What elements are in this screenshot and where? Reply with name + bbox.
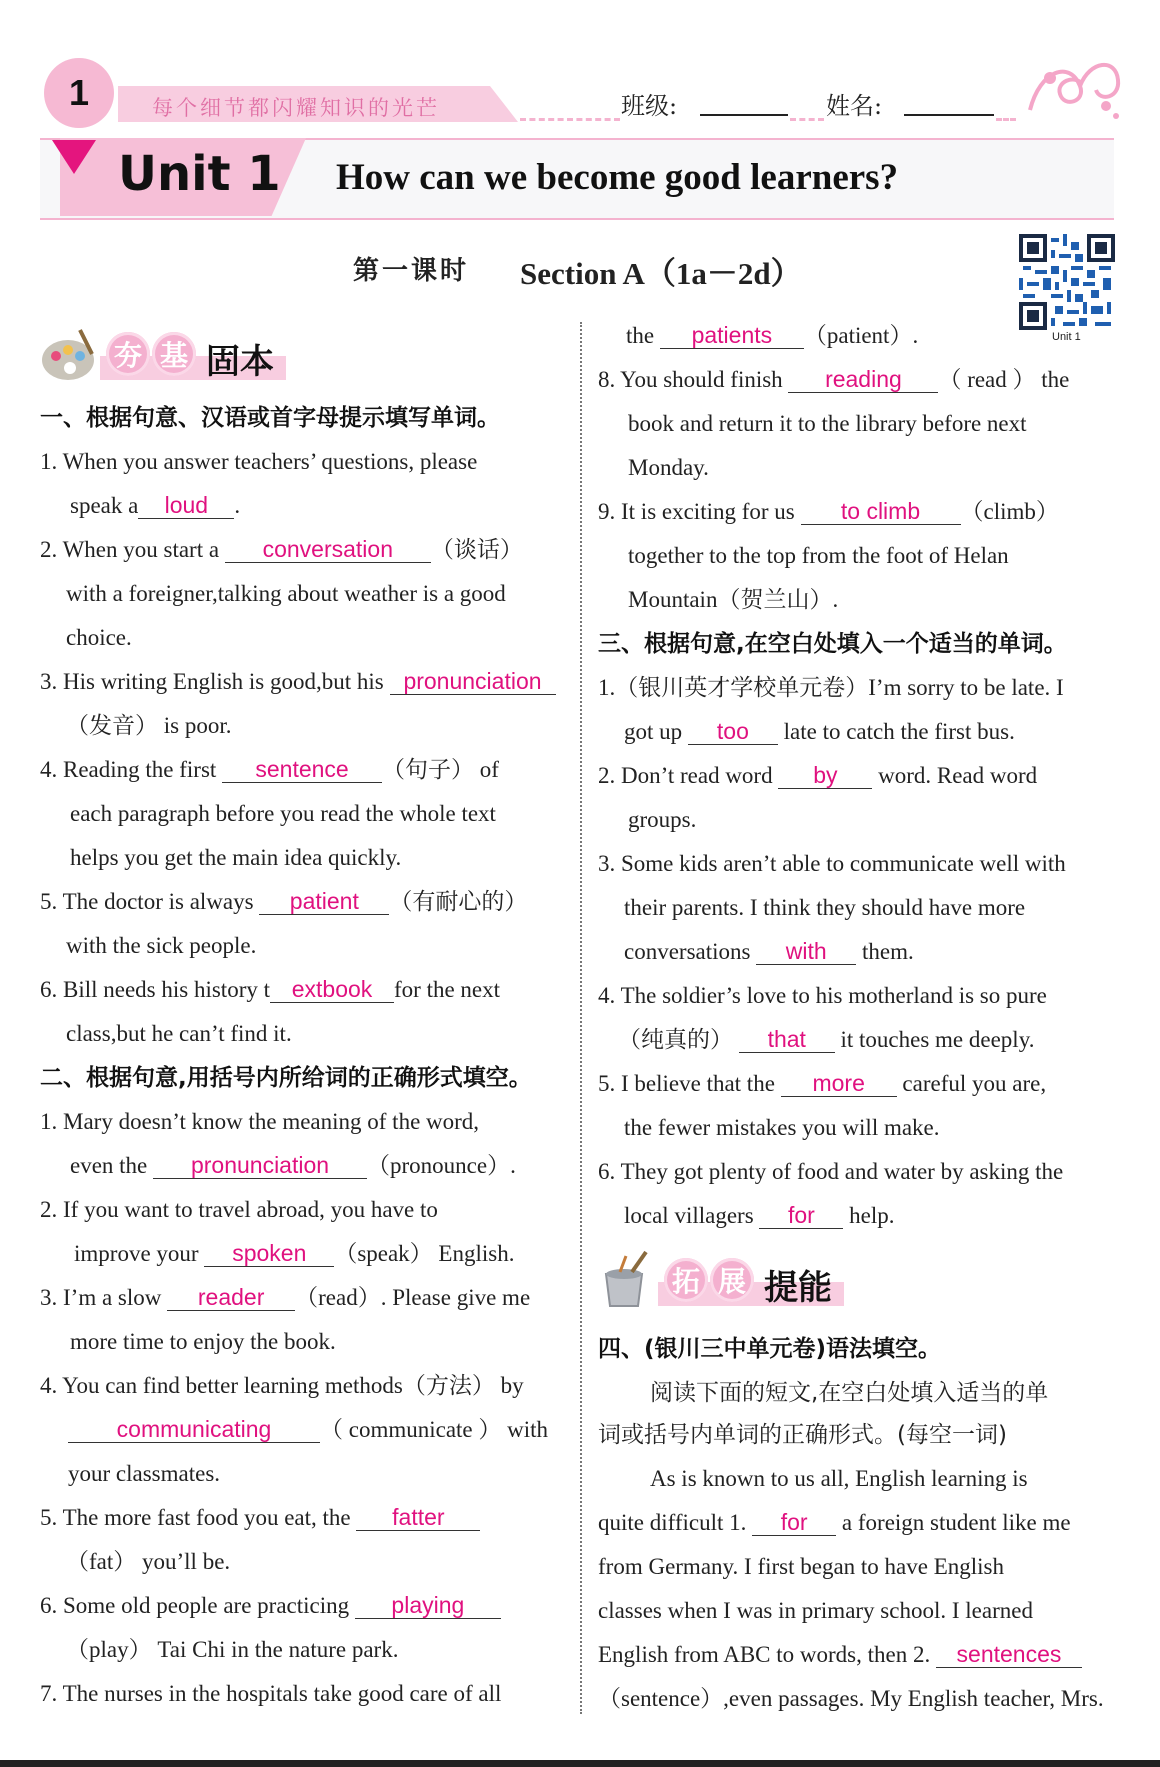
section-header-extend: [598, 1248, 858, 1314]
r2-answer: spoken: [232, 1240, 307, 1266]
s2-post: word. Read word: [878, 763, 1038, 788]
r8-blank[interactable]: [788, 367, 938, 393]
r1-post: （pronounce）.: [367, 1153, 516, 1178]
r7-pre: the: [626, 323, 655, 348]
r1-pre: even the: [70, 1153, 148, 1178]
r9-answer: to climb: [840, 498, 921, 524]
s3-line3: [624, 937, 914, 967]
r7-answer: patients: [691, 322, 773, 348]
s6-answer: for: [787, 1202, 815, 1228]
r6-line2: （play） Tai Chi in the nature park.: [66, 1637, 399, 1662]
floral-ornament-icon: [1020, 50, 1124, 140]
s4-blank[interactable]: [739, 1027, 835, 1053]
r6-answer: playing: [391, 1592, 465, 1618]
r1-answer: pronunciation: [190, 1152, 330, 1178]
q2-answer: conversation: [262, 536, 394, 562]
t5-answer: sentences: [956, 1641, 1062, 1667]
class-label: 班级:: [621, 92, 678, 120]
part3-heading: 三、根据句意,在空白处填入一个适当的单词。: [598, 631, 1067, 657]
r6-line1: [40, 1591, 501, 1621]
r8-line2: book and return it to the library before next: [628, 411, 1027, 436]
slogan: 每个细节都闪耀知识的光芒: [152, 96, 440, 120]
r5-answer: fatter: [392, 1504, 445, 1530]
bottom-bar: [0, 1760, 1160, 1767]
r3-pre: 3. I’m a slow: [40, 1285, 162, 1310]
q4-line3: helps you get the main idea quickly.: [70, 845, 402, 870]
section-bubble-1: 拓: [664, 1258, 708, 1302]
r9-line1: [598, 497, 1059, 527]
s6-blank[interactable]: [759, 1203, 843, 1229]
q6-pre: 6. Bill needs his history t: [40, 977, 270, 1002]
passage-line6: （sentence）,even passages. My English teacher, Mrs.: [598, 1686, 1104, 1711]
section-bubble-2: 基: [152, 332, 196, 376]
r8-line3: Monday.: [628, 455, 709, 480]
r9-line3: Mountain（贺兰山）.: [628, 587, 839, 612]
s3-blank[interactable]: [756, 939, 856, 965]
passage-line1: As is known to us all, English learning is: [650, 1466, 1028, 1491]
r5-line2: （fat） you’ll be.: [66, 1549, 231, 1574]
r6-pre: 6. Some old people are practicing: [40, 1593, 350, 1618]
q1-line1: 1. When you answer teachers’ questions, please: [40, 449, 478, 474]
t2-answer: for: [780, 1509, 808, 1535]
q1-post: .: [234, 493, 241, 518]
s5-line2: the fewer mistakes you will make.: [624, 1115, 940, 1140]
r9-blank[interactable]: [801, 499, 961, 525]
passage-line2: [598, 1508, 1071, 1538]
s3-line2: their parents. I think they should have more: [624, 895, 1026, 920]
s1-answer: too: [716, 718, 749, 744]
r7-blank[interactable]: [660, 323, 804, 349]
q4-post: （句子） of: [382, 757, 499, 782]
name-blank: [904, 114, 994, 116]
q3-answer: pronunciation: [403, 668, 542, 694]
s1-line1: 1.（银川英才学校单元卷）I’m sorry to be late. I: [598, 675, 1064, 700]
q1-answer: loud: [164, 492, 209, 518]
q1-pre: speak a: [70, 493, 139, 518]
q2-line2: with a foreigner,talking about weather is a good: [66, 581, 506, 606]
q3-line1: [40, 667, 556, 697]
r8-pre: 8. You should finish: [598, 367, 783, 392]
t5-pre: English from ABC to words, then 2.: [598, 1642, 931, 1667]
t2-blank[interactable]: [752, 1510, 836, 1536]
part1-heading: 一、根据句意、汉语或首字母提示填写单词。: [40, 405, 500, 431]
s4-post: it touches me deeply.: [840, 1027, 1035, 1052]
s5-line1: [598, 1069, 1046, 1099]
header-dash-2: [790, 118, 824, 121]
q5-line2: with the sick people.: [66, 933, 257, 958]
s2-line2: groups.: [628, 807, 697, 832]
s2-blank[interactable]: [778, 763, 872, 789]
passage-line5: [598, 1640, 1082, 1670]
q5-post: （有耐心的）: [389, 889, 528, 914]
r2-post: （speak） English.: [334, 1241, 515, 1266]
r9-post: （climb）: [960, 499, 1059, 524]
r1-line2: [70, 1151, 516, 1181]
q1-line2: [70, 491, 240, 521]
class-blank: [700, 114, 788, 116]
t5-blank[interactable]: [936, 1642, 1082, 1668]
s6-line2: [624, 1201, 895, 1231]
r4-line2: [68, 1415, 548, 1445]
r7-line2: [626, 321, 918, 351]
q6-line2: class,but he can’t find it.: [66, 1021, 292, 1046]
q4-answer: sentence: [255, 756, 349, 782]
lesson-title-en: Section A（1a－2d）: [520, 256, 802, 291]
r5-pre: 5. The more fast food you eat, the: [40, 1505, 351, 1530]
passage-line3: from Germany. I first began to have English: [598, 1554, 1005, 1579]
s5-blank[interactable]: [781, 1071, 897, 1097]
part4-intro2: 词或括号内单词的正确形式。(每空一词): [598, 1422, 1007, 1448]
s6-line1: 6. They got plenty of food and water by asking the: [598, 1159, 1064, 1184]
r3-blank[interactable]: [167, 1285, 295, 1311]
qr-caption: Unit 1: [1052, 331, 1081, 343]
part4-heading: 四、(银川三中单元卷)语法填空。: [598, 1336, 942, 1362]
s2-answer: by: [813, 762, 838, 788]
r5-line1: [40, 1503, 480, 1533]
r1-line1: 1. Mary doesn’t know the meaning of the word,: [40, 1109, 480, 1134]
q2-line1: [40, 535, 523, 565]
r8-answer: reading: [825, 366, 902, 392]
r8-post: （ read ） the: [938, 367, 1070, 392]
s3-line1: 3. Some kids aren’t able to communicate well with: [598, 851, 1066, 876]
r1-blank[interactable]: [153, 1153, 367, 1179]
r6-blank[interactable]: [355, 1593, 501, 1619]
r7-line1: 7. The nurses in the hospitals take good care of all: [40, 1681, 502, 1706]
name-label: 姓名:: [826, 92, 883, 120]
qr-code-icon[interactable]: [1019, 234, 1115, 330]
q4-pre: 4. Reading the first: [40, 757, 217, 782]
q4-blank[interactable]: [222, 757, 382, 783]
q4-line2: each paragraph before you read the whole text: [70, 801, 496, 826]
palette-icon: [40, 324, 100, 384]
lesson-title-cn: 第一课时: [353, 256, 470, 286]
t2-pre: quite difficult 1.: [598, 1510, 747, 1535]
q1-blank[interactable]: [138, 493, 234, 519]
r2-line1: 2. If you want to travel abroad, you have to: [40, 1197, 438, 1222]
s4-line1: 4. The soldier’s love to his motherland is so pure: [598, 983, 1047, 1008]
section-bubble-2: 展: [710, 1258, 754, 1302]
q5-pre: 5. The doctor is always: [40, 889, 254, 914]
header-dash-3: [996, 118, 1016, 121]
r9-pre: 9. It is exciting for us: [598, 499, 795, 524]
q3-blank[interactable]: [390, 669, 556, 695]
q3-pre: 3. His writing English is good,but his: [40, 669, 384, 694]
s5-answer: more: [812, 1070, 865, 1096]
q2-line3: choice.: [66, 625, 132, 650]
part2-heading: 二、根据句意,用括号内所给词的正确形式填空。: [40, 1065, 532, 1091]
r3-line2: more time to enjoy the book.: [70, 1329, 336, 1354]
section-title: 提能: [764, 1268, 832, 1308]
s4-pre: （纯真的）: [618, 1027, 733, 1052]
r4-answer: communicating: [116, 1416, 272, 1442]
s2-pre: 2. Don’t read word: [598, 763, 773, 788]
r2-blank[interactable]: [204, 1241, 334, 1267]
r5-blank[interactable]: [356, 1505, 480, 1531]
s4-line2: [618, 1025, 1034, 1055]
s4-answer: that: [767, 1026, 806, 1052]
r3-answer: reader: [197, 1284, 265, 1310]
r4-line3: your classmates.: [68, 1461, 221, 1486]
q2-post: （谈话）: [430, 537, 523, 562]
section-title: 固本: [206, 342, 274, 382]
unit-label: Unit 1: [118, 146, 281, 202]
header-dash-1: [520, 118, 620, 121]
triangle-marker-icon: [52, 140, 96, 174]
q3-line2: （发音） is poor.: [66, 713, 232, 738]
r3-line1: [40, 1283, 530, 1313]
column-divider: [580, 322, 582, 1714]
s6-post: help.: [849, 1203, 895, 1228]
r9-line2: together to the top from the foot of Helan: [628, 543, 1009, 568]
q4-line1: [40, 755, 499, 785]
s3-pre: conversations: [624, 939, 751, 964]
r4-line1: 4. You can find better learning methods（方法） by: [40, 1373, 524, 1398]
r3-post: （read）. Please give me: [295, 1285, 531, 1310]
t2-post: a foreign student like me: [841, 1510, 1071, 1535]
r2-line2: [74, 1239, 514, 1269]
s1-blank[interactable]: [688, 719, 778, 745]
r2-pre: improve your: [74, 1241, 199, 1266]
section-header-foundation: [40, 322, 290, 388]
s3-answer: with: [785, 938, 827, 964]
q5-answer: patient: [289, 888, 359, 914]
paint-bucket-icon: [598, 1250, 658, 1310]
q2-pre: 2. When you start a: [40, 537, 220, 562]
s2-line1: [598, 761, 1037, 791]
r4-blank[interactable]: [68, 1417, 320, 1443]
q6-post: for the next: [394, 977, 501, 1002]
q5-line1: [40, 887, 527, 917]
r8-line1: [598, 365, 1069, 395]
passage-line4: classes when I was in primary school. I learned: [598, 1598, 1033, 1623]
q6-answer: extbook: [291, 976, 373, 1002]
s5-pre: 5. I believe that the: [598, 1071, 775, 1096]
page-number: 1: [44, 58, 114, 128]
s1-line2: [624, 717, 1015, 747]
q6-line1: [40, 975, 500, 1005]
section-bubble-1: 夯: [106, 332, 150, 376]
s6-pre: local villagers: [624, 1203, 754, 1228]
r7-post: （patient）.: [803, 323, 919, 348]
q6-blank[interactable]: [270, 977, 394, 1003]
s1-pre: got up: [624, 719, 683, 744]
s5-post: careful you are,: [902, 1071, 1047, 1096]
q5-blank[interactable]: [259, 889, 389, 915]
q2-blank[interactable]: [225, 537, 431, 563]
r4-post: （ communicate ） with: [320, 1417, 549, 1442]
part4-intro1: 阅读下面的短文,在空白处填入适当的单: [650, 1380, 1049, 1406]
s3-post: them.: [861, 939, 914, 964]
unit-title: How can we become good learners?: [336, 157, 899, 198]
s1-post: late to catch the first bus.: [783, 719, 1015, 744]
